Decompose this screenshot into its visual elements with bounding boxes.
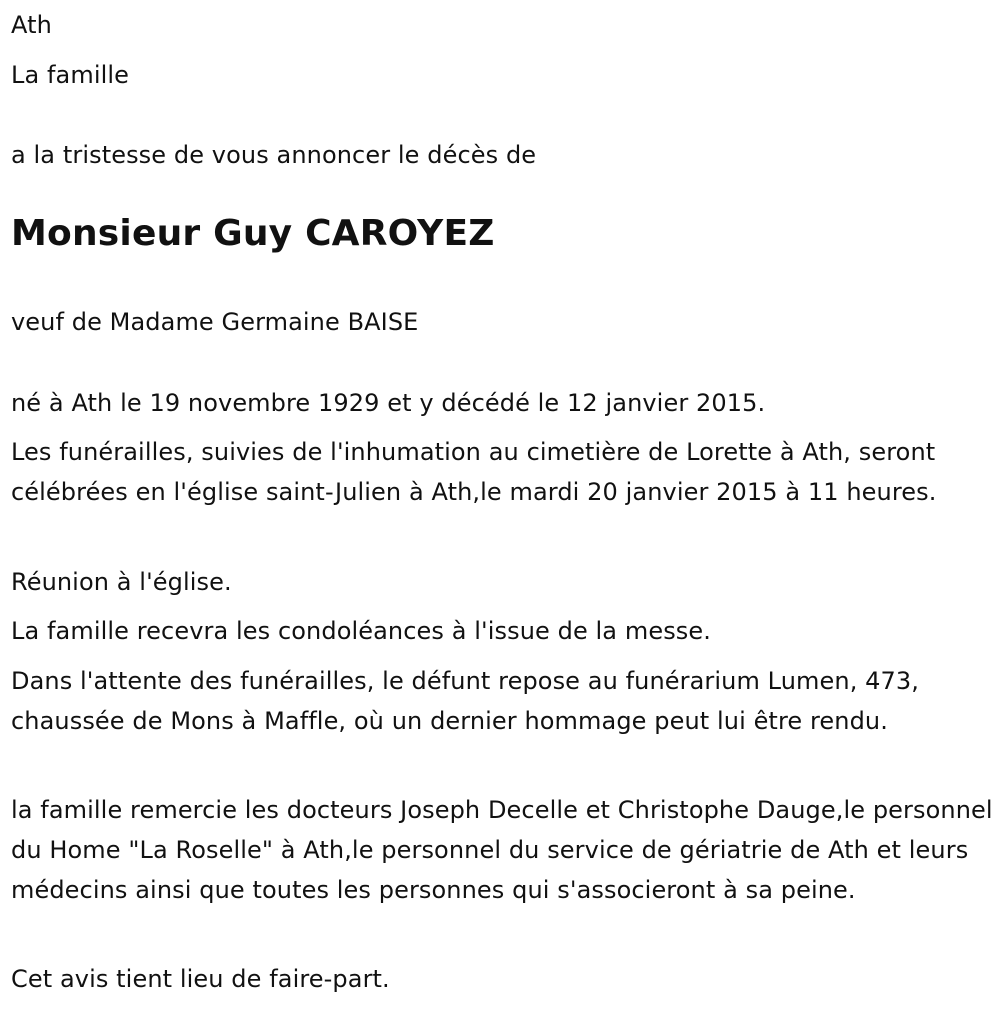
condolences-line: La famille recevra les condoléances à l'issue de la messe. — [11, 617, 711, 645]
meeting-line: Réunion à l'église. — [11, 568, 232, 596]
family-line: La famille — [11, 61, 130, 89]
city-line: Ath — [11, 11, 52, 39]
birth-death-line: né à Ath le 19 novembre 1929 et y décédé le 12 janvier 2015. — [11, 389, 766, 417]
announcement-line: a la tristesse de vous annoncer le décès de — [11, 141, 537, 169]
viewing-paragraph: Dans l'attente des funérailles, le défunt repose au funérarium Lumen, 473, chaussée de Mons à Maffle, où un dernier hommage peut lui être rendu. — [11, 667, 919, 735]
closing-line: Cet avis tient lieu de faire-part. — [11, 965, 390, 993]
spouse-line: veuf de Madame Germaine BAISE — [11, 308, 419, 336]
deceased-name: Monsieur Guy CAROYEZ — [11, 213, 495, 254]
thanks-paragraph: la famille remercie les docteurs Joseph Decelle et Christophe Dauge,le personnel du Home "La Roselle" à Ath,le personnel du service de gériatrie de Ath et leurs médecins ainsi que toutes les personnes qui s'associeront à sa peine. — [11, 796, 993, 904]
funeral-paragraph: Les funérailles, suivies de l'inhumation au cimetière de Lorette à Ath, seront célébrées en l'église saint-Julien à Ath,le mardi 20 janvier 2015 à 11 heures. — [11, 438, 937, 506]
